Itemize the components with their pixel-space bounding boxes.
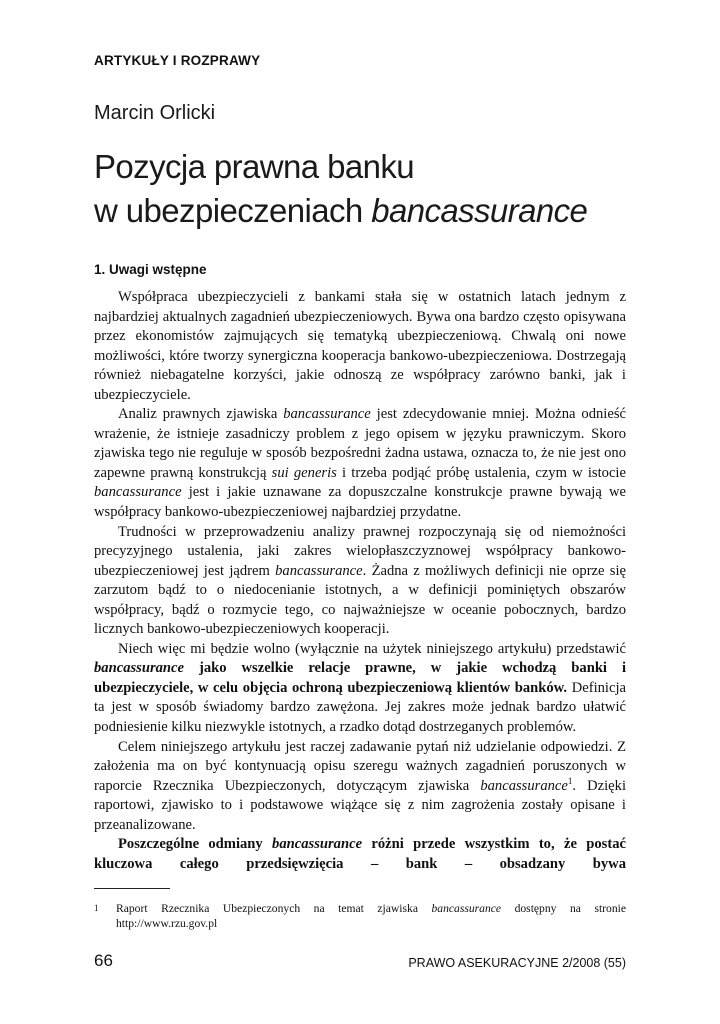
- footnote: [94, 901, 626, 931]
- section-heading: 1. Uwagi wstępne: [94, 262, 207, 277]
- article-body: [94, 288, 626, 874]
- journal-name: PRAWO ASEKURACYJNE 2/2008 (55): [408, 956, 626, 970]
- paragraph-2: Analiz prawnych zjawiska bancassurance jest zdecydowanie mniej. Można odnieść wrażenie, że istnieje zasadniczy problem z jego opisem w języku prawniczym. Skoro zjawiska tego nie reguluje w sposób bezpośredni żadna ustawa, oznacza to, że nie jest ono zapewne prawną konstrukcją sui generis i trzeba podjąć próbę ustalenia, czym w istocie bancassurance jest i jakie uznawane za dopuszczalne konstrukcje prawne bywają we współpracy bankowo-ubezpieczeniowej najbardziej przydatne.: [94, 406, 626, 521]
- footnote-text: Raport Rzecznika Ubezpieczonych na temat zjawiska bancassurance dostępny na stronie http://www.rzu.gov.pl: [116, 902, 626, 930]
- paragraph-1: Współpraca ubezpieczycieli z bankami stała się w ostatnich latach jednym z najbardziej aktualnych zagadnień ubezpieczeniowych. Bywa ona bardzo często opisywana przez ekonomistów zajmujących się tematyką ubezpieczeniową. Chwalą oni nowe możliwości, które tworzy synergiczna kooperacja bankowo-ubezpieczeniowa. Dostrzegają również niebagatelne korzyści, jakie odnoszą ze współpracy zarówno banki, jak i ubezpieczyciele.: [94, 289, 626, 403]
- title-line-2: w ubezpieczeniach bancassurance: [94, 192, 588, 229]
- title-line-1: Pozycja prawna banku: [94, 148, 415, 185]
- paragraph-5: Celem niniejszego artykułu jest raczej zadawanie pytań niż udzielanie odpowiedzi. Z założenia ma on być kontynuacją opisu szeregu ważnych zagadnień poruszonych w raporcie Rzecznika Ubezpieczonych, dotyczącym zjawiska bancassurance$^1$. Dzięki raportowi, zjawisko to i podstawowe wiążące się z nim zagrożenia zostały opisane i przeanalizowane.: [94, 738, 626, 833]
- paragraph-3: Trudności w przeprowadzeniu analizy prawnej rozpoczynają się od niemożności precyzyjnego ustalenia, jaki zakres wielopłaszczyznowej współpracy bankowo-ubezpieczeniowej jest jądrem bancassurance. Żadna z możliwych definicji nie oprze się zarzutom bądź to o niedocenianie istotnych, a w definicji pominiętych obszarów współpracy, bądź o rozmycie tego, co najważniejsze w oceanie pobocznych, bardzo licznych bankowo-ubezpieczeniowych kooperacji.: [94, 523, 626, 638]
- section-label: ARTYKUŁY I ROZPRAWY: [94, 53, 261, 68]
- article-title: [94, 145, 654, 233]
- paragraph-4: Niech więc mi będzie wolno (wyłącznie na użytek niniejszego artykułu) przedstawić bancassurance jako wszelkie relacje prawne, w jakie wchodzą banki i ubezpieczyciele, w celu objęcia ochroną ubezpieczeniową klientów banków. Definicja ta jest w sposób świadomy bardzo zawężona. Jej zakres może jednak bardzo ułatwić podniesienie kilku niezwykle istotnych, a rzadko dotąd dostrzeganych problemów.: [94, 640, 626, 736]
- footnote-number: 1: [94, 903, 99, 913]
- author-name: Marcin Orlicki: [94, 102, 216, 124]
- footnote-rule: [94, 888, 170, 889]
- footnote-ref: 1: [567, 775, 573, 786]
- paragraph-6: Poszczególne odmiany bancassurance różni przede wszystkim to, że postać kluczowa całego przedsięwzięcia – bank – obsadzany bywa: [94, 836, 626, 872]
- page-number: 66: [94, 951, 113, 970]
